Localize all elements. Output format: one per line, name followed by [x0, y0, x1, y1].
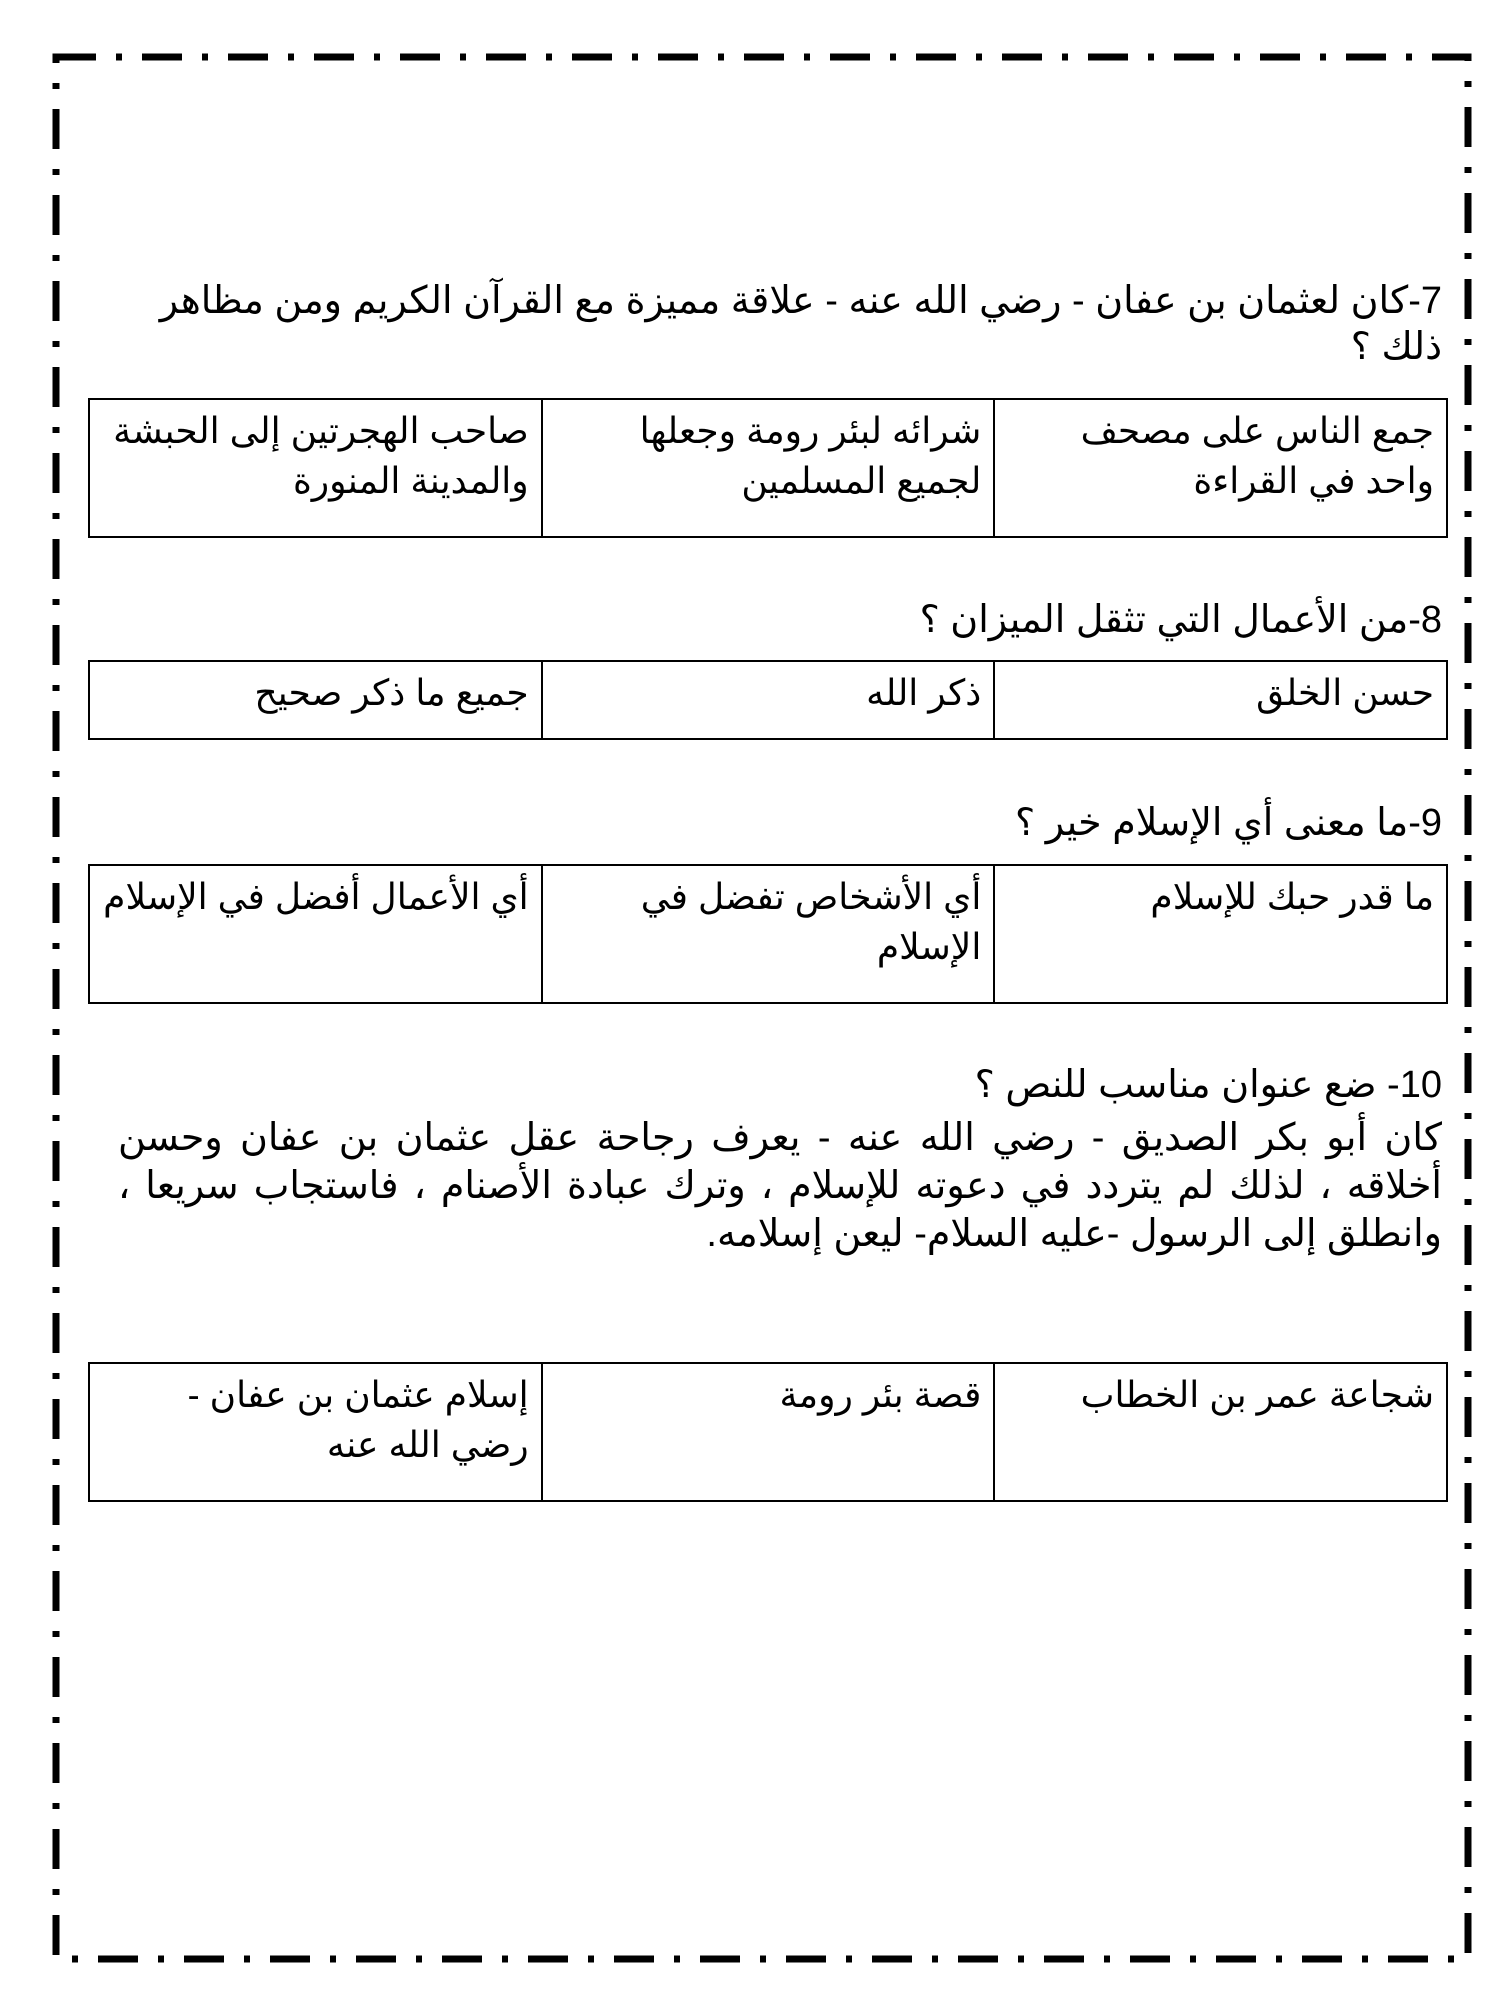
option-7-b[interactable]: شرائه لبئر رومة وجعلها لجميع المسلمين: [542, 399, 995, 537]
question-10: 10- ضع عنوان مناسب للنص ؟: [974, 1064, 1442, 1106]
option-9-a[interactable]: ما قدر حبك للإسلام: [994, 865, 1447, 1003]
question-7: 7-كان لعثمان بن عفان - رضي الله عنه - علاقة مميزة مع القرآن الكريم ومن مظاهر ذلك ؟: [159, 280, 1442, 368]
option-8-b[interactable]: ذكر الله: [542, 661, 995, 739]
options-table-8: [88, 660, 1448, 740]
option-9-b[interactable]: أي الأشخاص تفضل في الإسلام: [542, 865, 995, 1003]
option-8-c[interactable]: جميع ما ذكر صحيح: [89, 661, 542, 739]
passage-text: كان أبو بكر الصديق - رضي الله عنه - يعرف رجاحة عقل عثمان بن عفان وحسن أخلاقه ، لذلك لم يتردد في دعوته للإسلام ، وترك عبادة الأصنام ، فاستجاب سريعا ، وانطلق إلى الرسول -عليه السلام- ليعن إسلامه.: [118, 1117, 1442, 1255]
options-table-10: [88, 1362, 1448, 1502]
options-table-9: [88, 864, 1448, 1004]
option-9-c[interactable]: أي الأعمال أفضل في الإسلام: [89, 865, 542, 1003]
option-8-a[interactable]: حسن الخلق: [994, 661, 1447, 739]
option-10-a[interactable]: شجاعة عمر بن الخطاب: [994, 1363, 1447, 1501]
question-8: 8-من الأعمال التي تثقل الميزان ؟: [919, 599, 1442, 641]
option-10-b[interactable]: قصة بئر رومة: [542, 1363, 995, 1501]
option-7-c[interactable]: صاحب الهجرتين إلى الحبشة والمدينة المنورة: [89, 399, 542, 537]
option-10-c[interactable]: إسلام عثمان بن عفان - رضي الله عنه: [89, 1363, 542, 1501]
options-table-7: [88, 398, 1448, 538]
option-7-a[interactable]: جمع الناس على مصحف واحد في القراءة: [994, 399, 1447, 537]
question-9: 9-ما معنى أي الإسلام خير ؟: [1014, 802, 1442, 844]
